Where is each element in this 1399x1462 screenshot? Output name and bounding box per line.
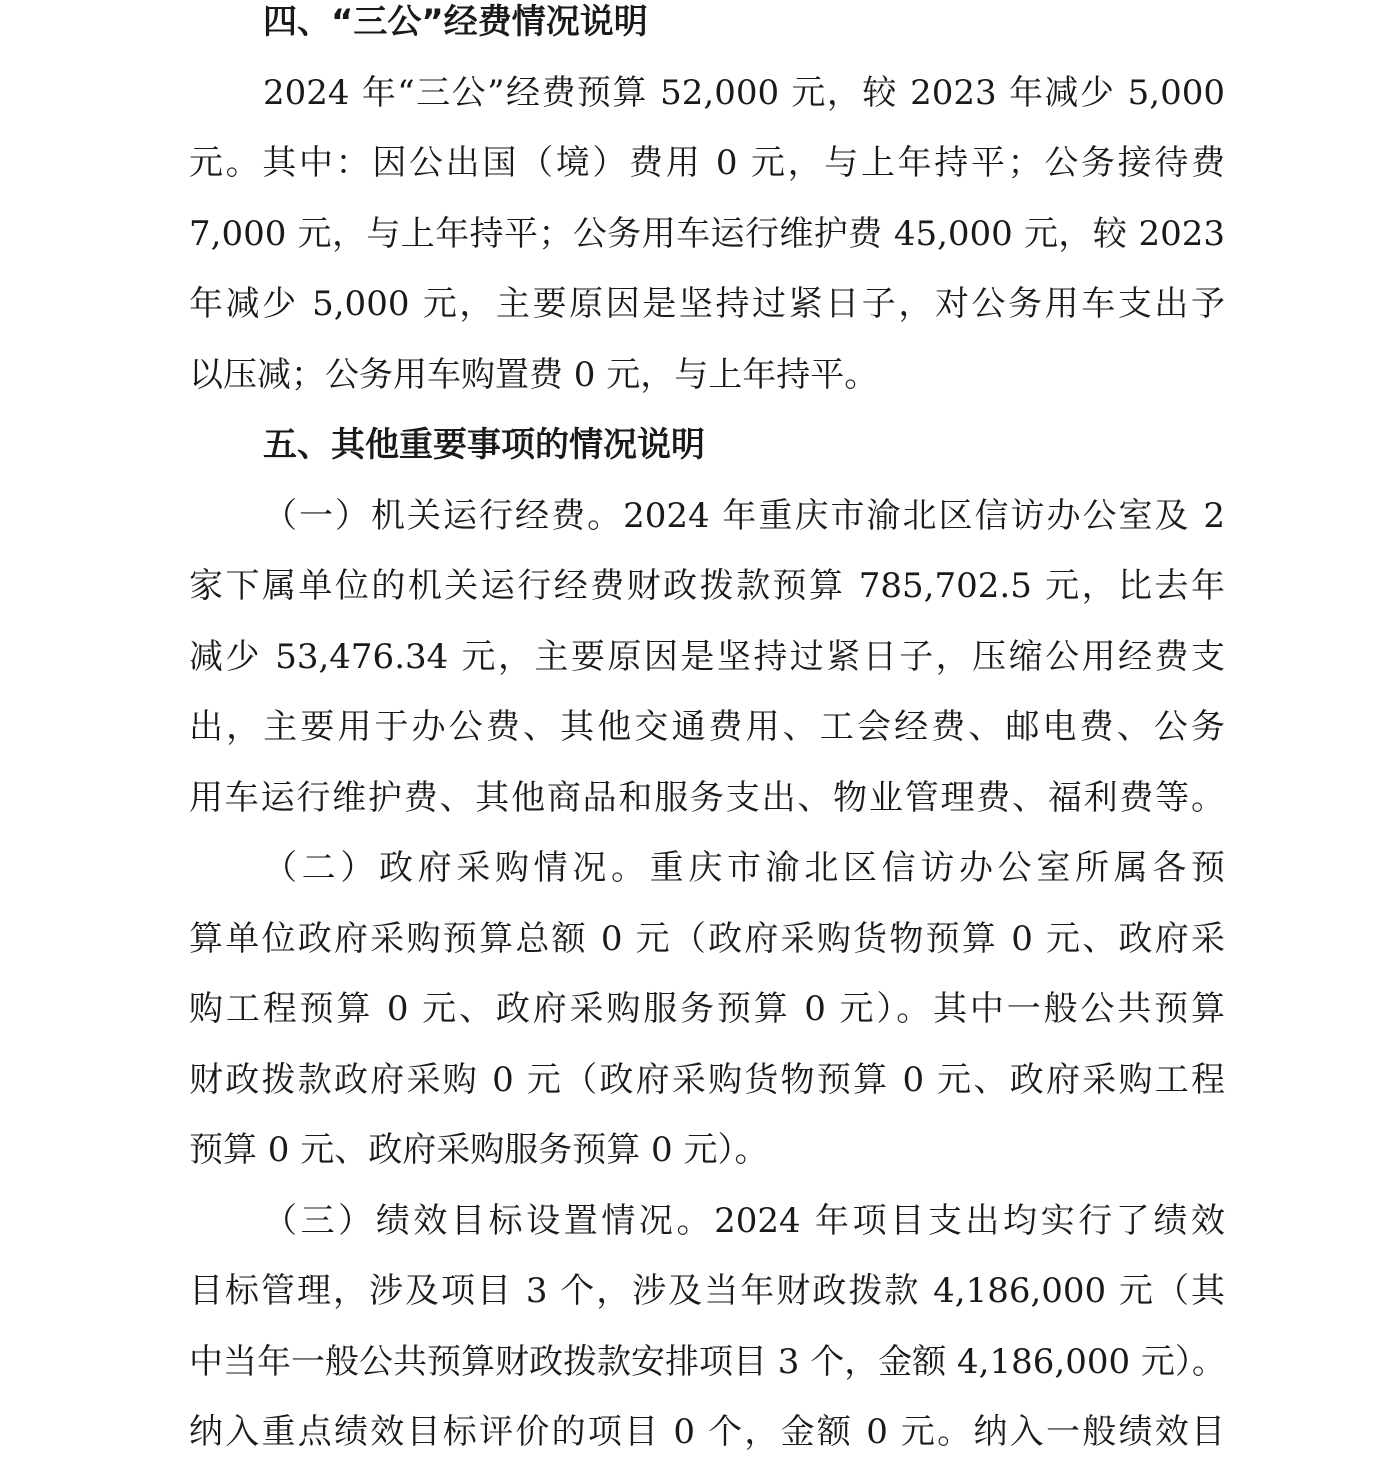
paragraph-line: 用车运行维护费、其他商品和服务支出、物业管理费、福利费等。 [189, 778, 1225, 818]
paragraph-line: 出，主要用于办公费、其他交通费用、工会经费、邮电费、公务 [189, 707, 1225, 747]
paragraph-line: 2024 年“三公”经费预算 52,000 元，较 2023 年减少 5,000 [263, 73, 1225, 113]
paragraph-line: 纳入重点绩效目标评价的项目 0 个，金额 0 元。纳入一般绩效目 [189, 1412, 1225, 1452]
paragraph-line: 7,000 元，与上年持平；公务用车运行维护费 45,000 元，较 2023 [189, 214, 1225, 254]
paragraph-line: 中当年一般公共预算财政拨款安排项目 3 个，金额 4,186,000 元）。 [189, 1342, 1226, 1382]
paragraph-line: 家下属单位的机关运行经费财政拨款预算 785,702.5 元，比去年 [189, 566, 1225, 606]
section-5-heading: 五、其他重要事项的情况说明 [263, 425, 705, 465]
paragraph-line: 财政拨款政府采购 0 元（政府采购货物预算 0 元、政府采购工程 [189, 1060, 1225, 1100]
paragraph-line: （二）政府采购情况。重庆市渝北区信访办公室所属各预 [263, 848, 1225, 888]
paragraph-line: 预算 0 元、政府采购服务预算 0 元）。 [189, 1130, 769, 1170]
paragraph-line: 以压减；公务用车购置费 0 元，与上年持平。 [189, 355, 879, 395]
paragraph-line: 目标管理，涉及项目 3 个，涉及当年财政拨款 4,186,000 元（其 [189, 1271, 1225, 1311]
paragraph-line: （一）机关运行经费。2024 年重庆市渝北区信访办公室及 2 [263, 496, 1225, 536]
paragraph-line: 购工程预算 0 元、政府采购服务预算 0 元）。其中一般公共预算 [189, 989, 1225, 1029]
paragraph-line: 元。其中：因公出国（境）费用 0 元，与上年持平；公务接待费 [189, 143, 1225, 183]
paragraph-line: 年减少 5,000 元，主要原因是坚持过紧日子，对公务用车支出予 [189, 284, 1225, 324]
paragraph-line: 减少 53,476.34 元，主要原因是坚持过紧日子，压缩公用经费支 [189, 637, 1225, 677]
paragraph-line: （三）绩效目标设置情况。2024 年项目支出均实行了绩效 [263, 1201, 1225, 1241]
section-4-heading: 四、“三公”经费情况说明 [263, 2, 648, 42]
paragraph-line: 算单位政府采购预算总额 0 元（政府采购货物预算 0 元、政府采 [189, 919, 1225, 959]
